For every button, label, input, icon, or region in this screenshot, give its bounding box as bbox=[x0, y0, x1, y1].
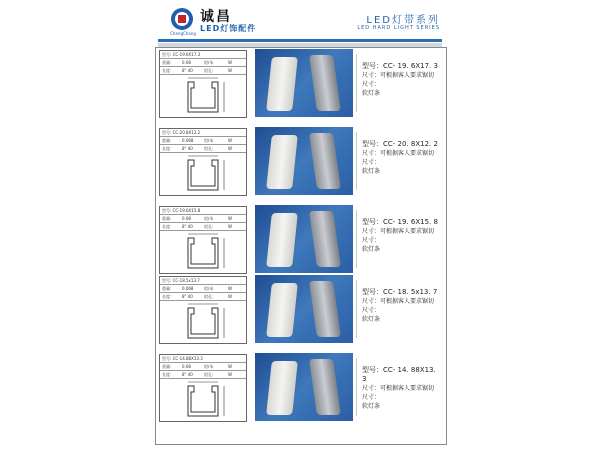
product-dimensions: 尺寸： bbox=[362, 81, 381, 88]
drawing-spec-cell: 0.068 bbox=[182, 138, 194, 143]
drawing-spec-cell: 长度: bbox=[162, 146, 172, 151]
aluminum-channel bbox=[309, 55, 341, 111]
drawing-spec-table bbox=[160, 51, 246, 75]
drawing-title: 型号: CC-14.88X13.3 bbox=[162, 356, 203, 361]
brand-name: 诚昌 bbox=[200, 9, 232, 25]
drawing-spec-cell: 重量: bbox=[162, 364, 172, 369]
profile-drawing bbox=[159, 50, 247, 118]
drawing-title-row bbox=[160, 129, 246, 137]
drawing-spec-cell: 铝孔: bbox=[204, 68, 214, 73]
product-photo bbox=[255, 275, 353, 343]
aluminum-channel bbox=[309, 211, 341, 267]
drawing-spec-cell: 8" 40 bbox=[182, 146, 193, 151]
drawing-title: 型号: CC-18.5x13.7 bbox=[162, 278, 200, 283]
drawing-spec-row bbox=[160, 285, 246, 293]
aluminum-channel bbox=[309, 359, 341, 415]
product-type: 软灯条 bbox=[362, 90, 381, 97]
product-spec bbox=[362, 366, 442, 411]
drawing-spec-cell: W bbox=[228, 60, 232, 65]
drawing-title-row bbox=[160, 355, 246, 363]
drawing-spec-cell: 铝/米 bbox=[204, 138, 214, 143]
drawing-spec-cell: W bbox=[228, 372, 232, 377]
product-spec bbox=[362, 288, 442, 324]
drawing-title: 型号: CC-19.6X15.8 bbox=[162, 208, 201, 213]
product-model: 型号：CC- 20. 8X12. 2 bbox=[362, 140, 438, 148]
drawing-spec-cell: 铝/米 bbox=[204, 60, 214, 65]
drawing-spec-cell: 0.068 bbox=[182, 286, 194, 291]
drawing-spec-cell: 铝/米 bbox=[204, 364, 214, 369]
drawing-spec-cell: 长度: bbox=[162, 294, 172, 299]
drawing-spec-cell: W bbox=[228, 364, 232, 369]
product-type: 软灯条 bbox=[362, 168, 381, 175]
logo-mark bbox=[178, 15, 186, 23]
profile-outline bbox=[188, 308, 218, 338]
product-photo bbox=[255, 49, 353, 117]
row-divider bbox=[356, 132, 357, 190]
drawing-title: 型号: CC-19.6X17.3 bbox=[162, 52, 201, 57]
drawing-spec-table bbox=[160, 207, 246, 231]
profile-outline bbox=[188, 160, 218, 190]
product-size-note: 尺寸：可根据客人要求锯切 bbox=[362, 228, 435, 235]
drawing-spec-cell: 铝孔: bbox=[204, 146, 214, 151]
profile-drawing bbox=[159, 276, 247, 344]
profile-drawing bbox=[159, 128, 247, 196]
row-divider bbox=[356, 54, 357, 112]
drawing-spec-cell: W bbox=[228, 68, 232, 73]
drawing-spec-cell: 重量: bbox=[162, 60, 172, 65]
drawing-spec-table bbox=[160, 355, 246, 379]
product-size-note: 尺寸：可根据客人要求锯切 bbox=[362, 150, 435, 157]
profile-drawing bbox=[159, 354, 247, 422]
product-photo bbox=[255, 205, 353, 273]
profile-cross-section bbox=[160, 300, 246, 344]
row-divider bbox=[356, 280, 357, 338]
product-size-note: 尺寸：可根据客人要求锯切 bbox=[362, 72, 435, 79]
drawing-spec-cell: 重量: bbox=[162, 138, 172, 143]
profile-outline bbox=[188, 238, 218, 268]
series-title: LED灯带系列 bbox=[366, 15, 440, 26]
drawing-spec-cell: 铝孔: bbox=[204, 224, 214, 229]
product-model: 型号：CC- 18. 5x13. 7 bbox=[362, 288, 438, 296]
drawing-spec-cell: 铝/米 bbox=[204, 216, 214, 221]
product-model: 型号：CC- 19. 6X17. 3 bbox=[362, 62, 438, 70]
drawing-spec-row bbox=[160, 363, 246, 371]
drawing-spec-cell: 8" 40 bbox=[182, 224, 193, 229]
drawing-spec-cell: 8" 40 bbox=[182, 372, 193, 377]
drawing-spec-cell: W bbox=[228, 146, 232, 151]
series-subtitle: LED HARD LIGHT SERIES bbox=[357, 25, 440, 31]
row-divider bbox=[356, 358, 357, 416]
product-type: 软灯条 bbox=[362, 316, 381, 323]
drawing-spec-cell: 长度: bbox=[162, 224, 172, 229]
drawing-spec-cell: 铝/米 bbox=[204, 286, 214, 291]
drawing-title-row bbox=[160, 277, 246, 285]
drawing-spec-cell: W bbox=[228, 294, 232, 299]
drawing-spec-cell: 0.08 bbox=[182, 364, 191, 369]
drawing-title-row bbox=[160, 51, 246, 59]
product-model: 型号：CC- 14. 88X13. 3 bbox=[362, 366, 436, 383]
product-size-note: 尺寸：可根据客人要求锯切 bbox=[362, 385, 435, 392]
profile-cross-section bbox=[160, 74, 246, 118]
drawing-spec-cell: 长度: bbox=[162, 372, 172, 377]
product-type: 软灯条 bbox=[362, 246, 381, 253]
drawing-spec-cell: 0.08 bbox=[182, 216, 191, 221]
drawing-spec-row bbox=[160, 59, 246, 67]
row-divider bbox=[356, 210, 357, 268]
product-size-note: 尺寸：可根据客人要求锯切 bbox=[362, 298, 435, 305]
profile-cross-section bbox=[160, 152, 246, 196]
product-photo bbox=[255, 353, 353, 421]
silicone-strip bbox=[266, 283, 298, 337]
drawing-spec-cell: W bbox=[228, 138, 232, 143]
silicone-strip bbox=[266, 213, 298, 267]
aluminum-channel bbox=[309, 133, 341, 189]
drawing-spec-cell: 0.08 bbox=[182, 60, 191, 65]
silicone-strip bbox=[266, 361, 298, 415]
product-type: 软灯条 bbox=[362, 403, 381, 410]
product-spec bbox=[362, 218, 442, 254]
drawing-spec-cell: W bbox=[228, 224, 232, 229]
drawing-spec-cell: 铝孔: bbox=[204, 294, 214, 299]
silicone-strip bbox=[266, 135, 298, 189]
product-spec bbox=[362, 62, 442, 98]
profile-cross-section bbox=[160, 378, 246, 422]
header-divider bbox=[158, 39, 442, 42]
drawing-spec-row bbox=[160, 215, 246, 223]
product-model: 型号：CC- 19. 6X15. 8 bbox=[362, 218, 438, 226]
drawing-spec-cell: 8" 40 bbox=[182, 68, 193, 73]
drawing-spec-table bbox=[160, 277, 246, 301]
drawing-spec-cell: 重量: bbox=[162, 286, 172, 291]
profile-outline bbox=[188, 82, 218, 112]
drawing-spec-cell: W bbox=[228, 216, 232, 221]
drawing-spec-cell: 8" 40 bbox=[182, 294, 193, 299]
brand-subtitle: LED灯饰配件 bbox=[200, 24, 257, 33]
product-photo bbox=[255, 127, 353, 195]
product-dimensions: 尺寸： bbox=[362, 394, 381, 401]
drawing-spec-cell: 铝孔: bbox=[204, 372, 214, 377]
logo-text: ChengChang bbox=[170, 31, 196, 36]
drawing-spec-cell: 长度: bbox=[162, 68, 172, 73]
profile-drawing bbox=[159, 206, 247, 274]
product-dimensions: 尺寸： bbox=[362, 237, 381, 244]
product-dimensions: 尺寸： bbox=[362, 159, 381, 166]
aluminum-channel bbox=[309, 281, 341, 337]
product-spec bbox=[362, 140, 442, 176]
drawing-spec-cell: W bbox=[228, 286, 232, 291]
drawing-title-row bbox=[160, 207, 246, 215]
profile-cross-section bbox=[160, 230, 246, 274]
drawing-spec-cell: 重量: bbox=[162, 216, 172, 221]
drawing-spec-row bbox=[160, 137, 246, 145]
silicone-strip bbox=[266, 57, 298, 111]
profile-outline bbox=[188, 386, 218, 416]
drawing-spec-table bbox=[160, 129, 246, 153]
product-dimensions: 尺寸： bbox=[362, 307, 381, 314]
drawing-title: 型号: CC-20.8X12.2 bbox=[162, 130, 201, 135]
